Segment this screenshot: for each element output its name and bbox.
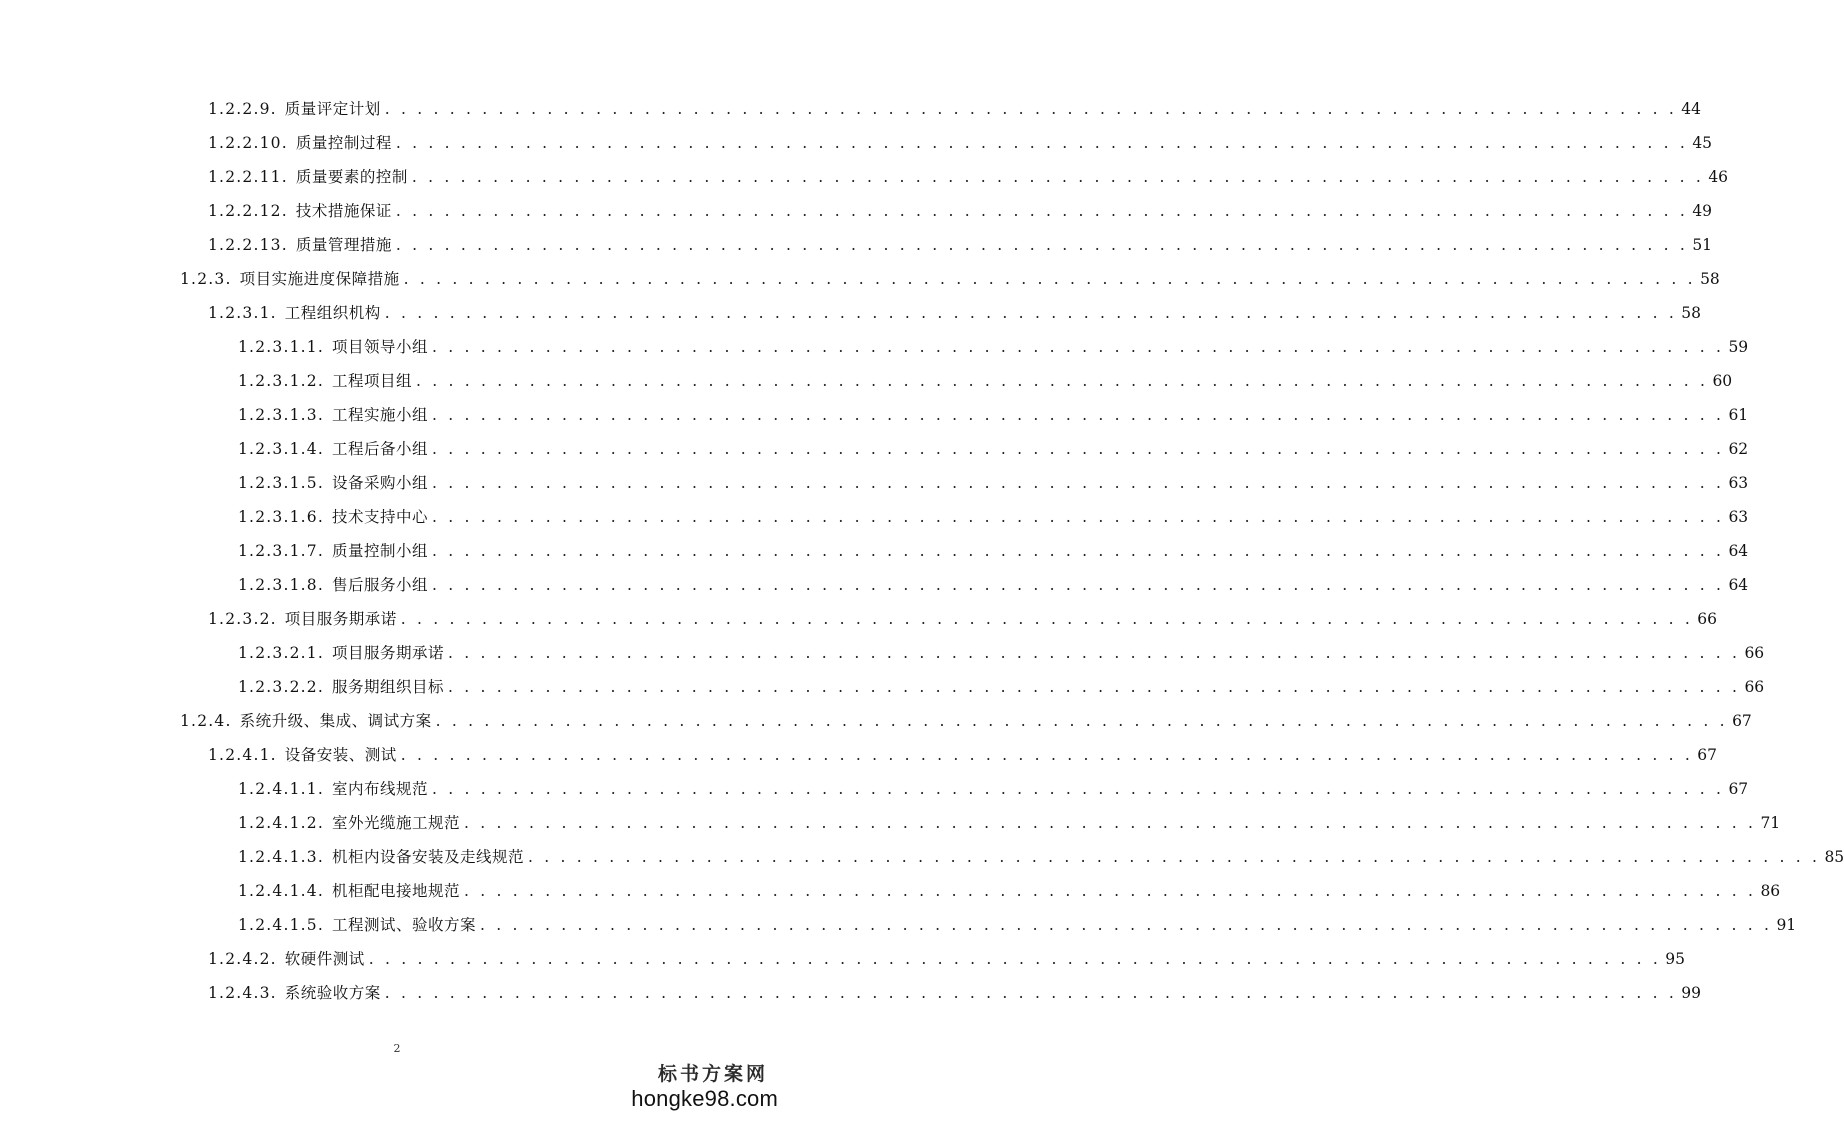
toc-dot-leader: . . . . . . . . . . . . . . . . . . . . . . . . . . . . . . . . . . . . . . . . . . . . . . . . . . . . . . . . . . . . . . . . . . . . . . . . . . . . . . . . bbox=[411, 168, 1705, 186]
toc-entry-page: 58 bbox=[1681, 304, 1701, 322]
toc-entry-title: 项目实施进度保障措施 bbox=[239, 270, 400, 288]
toc-entry-number: 1.2.3.1.3. bbox=[238, 406, 324, 424]
toc-entry-title: 工程实施小组 bbox=[331, 406, 428, 424]
toc-dot-leader: . . . . . . . . . . . . . . . . . . . . . . . . . . . . . . . . . . . . . . . . . . . . . . . . . . . . . . . . . . . . . . . . . . . . . . . . . . . . . . . . bbox=[431, 508, 1725, 526]
toc-dot-leader: . . . . . . . . . . . . . . . . . . . . . . . . . . . . . . . . . . . . . . . . . . . . . . . . . . . . . . . . . . . . . . . . . . . . . . . . . . . . . . . . bbox=[395, 134, 1689, 152]
watermark-logo bbox=[631, 1059, 778, 1112]
toc-entry-page: 51 bbox=[1692, 236, 1713, 254]
toc-entry-number: 1.2.4.1.3. bbox=[238, 848, 324, 866]
toc-entry-title: 系统验收方案 bbox=[284, 984, 381, 1002]
toc-dot-leader: . . . . . . . . . . . . . . . . . . . . . . . . . . . . . . . . . . . . . . . . . . . . . . . . . . . . . . . . . . . . . . . . . . . . . . . . . . . . . . . . bbox=[431, 338, 1725, 356]
toc-entry-title: 工程组织机构 bbox=[284, 304, 381, 322]
toc-entry-page: 45 bbox=[1692, 134, 1713, 152]
toc-entry-page: 64 bbox=[1728, 542, 1749, 560]
toc-entry-page: 60 bbox=[1712, 372, 1733, 390]
toc-entry-page: 49 bbox=[1692, 202, 1713, 220]
toc-entry[interactable] bbox=[208, 160, 1729, 194]
toc-entry-page: 46 bbox=[1708, 168, 1729, 186]
toc-entry-title: 项目服务期承诺 bbox=[331, 644, 444, 662]
toc-dot-leader: . . . . . . . . . . . . . . . . . . . . . . . . . . . . . . . . . . . . . . . . . . . . . . . . . . . . . . . . . . . . . . . . . . . . . . . . . . . . . . . . bbox=[431, 406, 1725, 424]
toc-dot-leader: . . . . . . . . . . . . . . . . . . . . . . . . . . . . . . . . . . . . . . . . . . . . . . . . . . . . . . . . . . . . . . . . . . . . . . . . . . . . . . . . bbox=[431, 576, 1725, 594]
toc-entry[interactable] bbox=[238, 806, 1781, 840]
toc-entry-title: 项目领导小组 bbox=[331, 338, 428, 356]
toc-entry-page: 44 bbox=[1681, 100, 1701, 118]
toc-entry-page: 63 bbox=[1728, 474, 1749, 492]
toc-entry-title: 质量管理措施 bbox=[295, 236, 392, 254]
toc-entry-number: 1.2.4.1.1. bbox=[238, 780, 324, 798]
toc-entry[interactable] bbox=[238, 500, 1749, 534]
toc-dot-leader: . . . . . . . . . . . . . . . . . . . . . . . . . . . . . . . . . . . . . . . . . . . . . . . . . . . . . . . . . . . . . . . . . . . . . . . . . . . . . . . . bbox=[431, 780, 1725, 798]
toc-dot-leader: . . . . . . . . . . . . . . . . . . . . . . . . . . . . . . . . . . . . . . . . . . . . . . . . . . . . . . . . . . . . . . . . . . . . . . . . . . . . . . . . bbox=[431, 440, 1725, 458]
toc-entry-page: 59 bbox=[1728, 338, 1749, 356]
toc-entry-page: 67 bbox=[1697, 746, 1717, 764]
toc-dot-leader: . . . . . . . . . . . . . . . . . . . . . . . . . . . . . . . . . . . . . . . . . . . . . . . . . . . . . . . . . . . . . . . . . . . . . . . . . . . . . . . . bbox=[447, 678, 1741, 696]
toc-entry-number: 1.2.3.2. bbox=[208, 610, 277, 628]
watermark-url-text: hongke98.com bbox=[631, 1086, 778, 1111]
toc-entry-number: 1.2.3.1.8. bbox=[238, 576, 324, 594]
toc-entry[interactable] bbox=[238, 330, 1749, 364]
toc-entry-title: 质量控制过程 bbox=[295, 134, 392, 152]
toc-entry-page: 85 bbox=[1824, 848, 1844, 866]
toc-entry-number: 1.2.3.1.5. bbox=[238, 474, 324, 492]
toc-entry-title: 室内布线规范 bbox=[331, 780, 428, 798]
toc-entry-number: 1.2.3.2.2. bbox=[238, 678, 324, 696]
toc-entry-page: 62 bbox=[1728, 440, 1749, 458]
toc-dot-leader: . . . . . . . . . . . . . . . . . . . . . . . . . . . . . . . . . . . . . . . . . . . . . . . . . . . . . . . . . . . . . . . . . . . . . . . . . . . . . . . . bbox=[431, 542, 1725, 560]
toc-entry-title: 工程测试、验收方案 bbox=[331, 916, 476, 934]
toc-entry-number: 1.2.3.1.7. bbox=[238, 542, 324, 560]
toc-entry[interactable] bbox=[208, 942, 1685, 976]
toc-entry-number: 1.2.2.10. bbox=[208, 134, 288, 152]
toc-entry-page: 58 bbox=[1700, 270, 1720, 288]
toc-dot-leader: . . . . . . . . . . . . . . . . . . . . . . . . . . . . . . . . . . . . . . . . . . . . . . . . . . . . . . . . . . . . . . . . . . . . . . . . . . . . . . . . bbox=[431, 474, 1725, 492]
toc-dot-leader: . . . . . . . . . . . . . . . . . . . . . . . . . . . . . . . . . . . . . . . . . . . . . . . . . . . . . . . . . . . . . . . . . . . . . . . . . . . . . . . . bbox=[463, 814, 1757, 832]
toc-entry[interactable] bbox=[238, 772, 1749, 806]
toc-entry[interactable] bbox=[238, 466, 1749, 500]
toc-entry[interactable] bbox=[238, 670, 1765, 704]
toc-dot-leader: . . . . . . . . . . . . . . . . . . . . . . . . . . . . . . . . . . . . . . . . . . . . . . . . . . . . . . . . . . . . . . . . . . . . . . . . . . . . . . . . bbox=[527, 848, 1821, 866]
toc-entry[interactable] bbox=[238, 908, 1797, 942]
toc-entry-page: 91 bbox=[1776, 916, 1797, 934]
toc-entry[interactable] bbox=[208, 194, 1713, 228]
toc-entry-title: 质量控制小组 bbox=[331, 542, 428, 560]
toc-dot-leader: . . . . . . . . . . . . . . . . . . . . . . . . . . . . . . . . . . . . . . . . . . . . . . . . . . . . . . . . . . . . . . . . . . . . . . . . . . . . . . . . bbox=[395, 236, 1689, 254]
toc-entry[interactable] bbox=[208, 296, 1701, 330]
toc-entry-number: 1.2.4.1. bbox=[208, 746, 277, 764]
toc-entry-number: 1.2.4. bbox=[180, 712, 232, 730]
toc-entry[interactable] bbox=[238, 432, 1749, 466]
toc-entry-page: 66 bbox=[1744, 678, 1765, 696]
toc-entry-page: 67 bbox=[1732, 712, 1752, 730]
toc-entry-title: 机柜配电接地规范 bbox=[331, 882, 460, 900]
toc-dot-leader: . . . . . . . . . . . . . . . . . . . . . . . . . . . . . . . . . . . . . . . . . . . . . . . . . . . . . . . . . . . . . . . . . . . . . . . . . . . . . . . . bbox=[435, 712, 1728, 730]
toc-entry-number: 1.2.2.11. bbox=[208, 168, 288, 186]
watermark-chinese-text: 标书方案网 bbox=[657, 1064, 768, 1085]
toc-entry[interactable] bbox=[238, 534, 1749, 568]
toc-entry-number: 1.2.2.12. bbox=[208, 202, 288, 220]
toc-dot-leader: . . . . . . . . . . . . . . . . . . . . . . . . . . . . . . . . . . . . . . . . . . . . . . . . . . . . . . . . . . . . . . . . . . . . . . . . . . . . . . . . bbox=[463, 882, 1757, 900]
toc-entry-page: 99 bbox=[1681, 984, 1701, 1002]
toc-entry-title: 项目服务期承诺 bbox=[284, 610, 397, 628]
toc-entry-number: 1.2.2.9. bbox=[208, 100, 277, 118]
toc-entry-number: 1.2.3.1.2. bbox=[238, 372, 324, 390]
toc-entry-title: 服务期组织目标 bbox=[331, 678, 444, 696]
toc-entry-page: 86 bbox=[1760, 882, 1781, 900]
toc-entry[interactable] bbox=[238, 398, 1749, 432]
toc-entry[interactable] bbox=[180, 704, 1752, 738]
toc-entry-number: 1.2.4.2. bbox=[208, 950, 277, 968]
toc-entry-number: 1.2.3. bbox=[180, 270, 232, 288]
toc-entry[interactable] bbox=[208, 126, 1713, 160]
toc-entry-page: 64 bbox=[1728, 576, 1749, 594]
toc-entry-number: 1.2.4.3. bbox=[208, 984, 277, 1002]
toc-entry-page: 95 bbox=[1665, 950, 1685, 968]
toc-entry-number: 1.2.2.13. bbox=[208, 236, 288, 254]
toc-entry-title: 技术措施保证 bbox=[295, 202, 392, 220]
toc-entry-title: 质量要素的控制 bbox=[295, 168, 408, 186]
page-number: 2 bbox=[393, 1042, 401, 1055]
toc-entry-title: 工程项目组 bbox=[331, 372, 412, 390]
toc-entry-title: 室外光缆施工规范 bbox=[331, 814, 460, 832]
toc-dot-leader: . . . . . . . . . . . . . . . . . . . . . . . . . . . . . . . . . . . . . . . . . . . . . . . . . . . . . . . . . . . . . . . . . . . . . . . . . . . . . . . . bbox=[415, 372, 1709, 390]
toc-entry-number: 1.2.4.1.5. bbox=[238, 916, 324, 934]
toc-entry-number: 1.2.3.2.1. bbox=[238, 644, 324, 662]
toc-dot-leader: . . . . . . . . . . . . . . . . . . . . . . . . . . . . . . . . . . . . . . . . . . . . . . . . . . . . . . . . . . . . . . . . . . . . . . . . . . . . . . . . bbox=[384, 304, 1677, 322]
toc-entry-title: 工程后备小组 bbox=[331, 440, 428, 458]
toc-entry[interactable] bbox=[208, 92, 1701, 126]
toc-dot-leader: . . . . . . . . . . . . . . . . . . . . . . . . . . . . . . . . . . . . . . . . . . . . . . . . . . . . . . . . . . . . . . . . . . . . . . . . . . . . . . . . bbox=[384, 100, 1677, 118]
toc-entry[interactable] bbox=[238, 874, 1781, 908]
toc-entry-number: 1.2.3.1. bbox=[208, 304, 277, 322]
toc-dot-leader: . . . . . . . . . . . . . . . . . . . . . . . . . . . . . . . . . . . . . . . . . . . . . . . . . . . . . . . . . . . . . . . . . . . . . . . . . . . . . . . . bbox=[479, 916, 1773, 934]
toc-dot-leader: . . . . . . . . . . . . . . . . . . . . . . . . . . . . . . . . . . . . . . . . . . . . . . . . . . . . . . . . . . . . . . . . . . . . . . . . . . . . . . . . bbox=[400, 746, 1693, 764]
toc-entry-page: 71 bbox=[1760, 814, 1781, 832]
toc-entry[interactable] bbox=[238, 364, 1733, 398]
toc-entry-number: 1.2.4.1.2. bbox=[238, 814, 324, 832]
toc-entry-number: 1.2.4.1.4. bbox=[238, 882, 324, 900]
toc-dot-leader: . . . . . . . . . . . . . . . . . . . . . . . . . . . . . . . . . . . . . . . . . . . . . . . . . . . . . . . . . . . . . . . . . . . . . . . . . . . . . . . . bbox=[384, 984, 1677, 1002]
toc-entry-page: 66 bbox=[1744, 644, 1765, 662]
toc-entry-title: 软硬件测试 bbox=[284, 950, 365, 968]
toc-entry-page: 67 bbox=[1728, 780, 1749, 798]
toc-dot-leader: . . . . . . . . . . . . . . . . . . . . . . . . . . . . . . . . . . . . . . . . . . . . . . . . . . . . . . . . . . . . . . . . . . . . . . . . . . . . . . . . bbox=[447, 644, 1741, 662]
toc-dot-leader: . . . . . . . . . . . . . . . . . . . . . . . . . . . . . . . . . . . . . . . . . . . . . . . . . . . . . . . . . . . . . . . . . . . . . . . . . . . . . . . . bbox=[368, 950, 1661, 968]
toc-entry-title: 售后服务小组 bbox=[331, 576, 428, 594]
toc-entry-number: 1.2.3.1.6. bbox=[238, 508, 324, 526]
toc-dot-leader: . . . . . . . . . . . . . . . . . . . . . . . . . . . . . . . . . . . . . . . . . . . . . . . . . . . . . . . . . . . . . . . . . . . . . . . . . . . . . . . . bbox=[395, 202, 1689, 220]
toc-entry-title: 系统升级、集成、调试方案 bbox=[239, 712, 432, 730]
toc-entry-title: 机柜内设备安装及走线规范 bbox=[331, 848, 524, 866]
toc-entry[interactable] bbox=[238, 568, 1749, 602]
toc-entry[interactable] bbox=[208, 976, 1701, 1010]
toc-entry-number: 1.2.3.1.1. bbox=[238, 338, 324, 356]
toc-entry-title: 设备采购小组 bbox=[331, 474, 428, 492]
toc-dot-leader: . . . . . . . . . . . . . . . . . . . . . . . . . . . . . . . . . . . . . . . . . . . . . . . . . . . . . . . . . . . . . . . . . . . . . . . . . . . . . . . . bbox=[403, 270, 1696, 288]
toc-entry[interactable] bbox=[208, 738, 1717, 772]
toc-entry-number: 1.2.3.1.4. bbox=[238, 440, 324, 458]
toc-dot-leader: . . . . . . . . . . . . . . . . . . . . . . . . . . . . . . . . . . . . . . . . . . . . . . . . . . . . . . . . . . . . . . . . . . . . . . . . . . . . . . . . bbox=[400, 610, 1693, 628]
toc-entry-title: 设备安装、测试 bbox=[284, 746, 397, 764]
toc-entry-page: 66 bbox=[1697, 610, 1717, 628]
toc-entry-title: 质量评定计划 bbox=[284, 100, 381, 118]
toc-entry-title: 技术支持中心 bbox=[331, 508, 428, 526]
toc-entry-page: 63 bbox=[1728, 508, 1749, 526]
toc-entry[interactable] bbox=[238, 636, 1765, 670]
toc-entry[interactable] bbox=[208, 602, 1717, 636]
toc-entry[interactable] bbox=[208, 228, 1713, 262]
toc-entry-page: 61 bbox=[1728, 406, 1749, 424]
toc-entry[interactable] bbox=[180, 262, 1720, 296]
toc-entry[interactable] bbox=[238, 840, 1844, 874]
